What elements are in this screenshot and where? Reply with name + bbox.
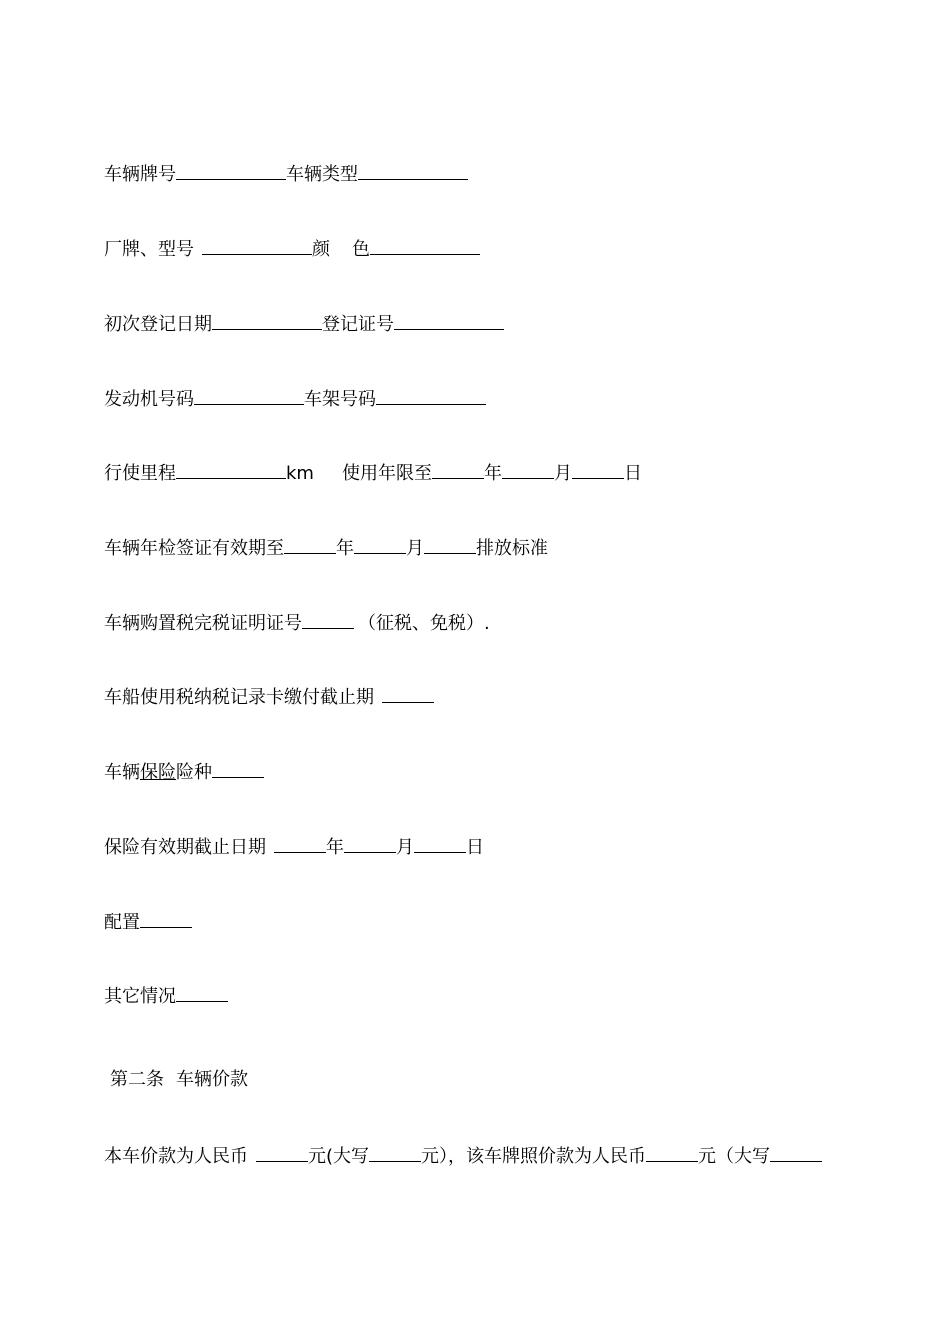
blank-registration-cert-number[interactable]	[394, 311, 504, 330]
label-plate-price: 元），该车牌照价款为人民币	[421, 1146, 647, 1167]
blank-emission[interactable]	[424, 535, 476, 554]
blank-inspection-year[interactable]	[284, 535, 336, 554]
blank-insurance-month[interactable]	[344, 834, 396, 853]
label-frame-number: 车架号码	[304, 389, 376, 410]
label-tax-status: （征税、免税）.	[358, 613, 490, 634]
line-mileage	[104, 460, 642, 484]
label-vehicle-type: 车辆类型	[286, 164, 358, 185]
label-configuration: 配置	[104, 912, 140, 933]
line-brand-model	[104, 236, 480, 260]
blank-insurance-day[interactable]	[414, 834, 466, 853]
label-month: 月	[553, 463, 572, 484]
blank-plate-price-capital[interactable]	[770, 1143, 822, 1162]
blank-color[interactable]	[370, 236, 480, 255]
blank-brand-model[interactable]	[202, 236, 312, 255]
label-article-number: 第二条	[110, 1069, 164, 1090]
label-use-limit: 使用年限至	[341, 463, 432, 484]
blank-price-rmb[interactable]	[256, 1143, 308, 1162]
line-plate-number	[104, 161, 468, 185]
blank-plate-price[interactable]	[646, 1143, 698, 1162]
line-configuration	[104, 909, 192, 933]
label-day: 日	[466, 837, 484, 858]
label-vehicle: 车辆	[104, 762, 140, 783]
line-vehicle-vessel-tax	[104, 684, 434, 708]
blank-engine-number[interactable]	[194, 386, 304, 405]
line-annual-inspection	[104, 535, 548, 559]
section-heading-article-2	[110, 1068, 248, 1092]
line-insurance-expiry	[104, 834, 484, 858]
line-other	[104, 983, 228, 1007]
blank-vehicle-type[interactable]	[358, 161, 468, 180]
label-day: 日	[623, 463, 642, 484]
blank-inspection-month[interactable]	[354, 535, 406, 554]
label-price-rmb: 本车价款为人民币	[104, 1146, 248, 1167]
line-price	[104, 1143, 822, 1167]
blank-insurance-year[interactable]	[274, 834, 326, 853]
label-purchase-tax-cert: 车辆购置税完税证明证号	[104, 613, 302, 634]
label-color-2: 色	[352, 239, 370, 260]
label-vehicle-price: 车辆价款	[176, 1069, 248, 1090]
label-first-registration-date: 初次登记日期	[104, 314, 212, 335]
label-annual-inspection: 车辆年检签证有效期至	[104, 538, 284, 559]
blank-frame-number[interactable]	[376, 386, 486, 405]
blank-first-registration-date[interactable]	[212, 311, 322, 330]
blank-purchase-tax-cert[interactable]	[302, 610, 354, 629]
label-year: 年	[483, 463, 502, 484]
label-plate-number: 车辆牌号	[104, 164, 176, 185]
label-price-capital: 元(大写	[308, 1146, 370, 1167]
blank-other[interactable]	[176, 983, 228, 1002]
label-mileage: 行使里程	[104, 463, 176, 484]
label-month: 月	[396, 837, 414, 858]
label-plate-price-capital: 元（大写	[698, 1146, 771, 1167]
label-year: 年	[326, 837, 344, 858]
label-year: 年	[336, 538, 354, 559]
label-insurance-expiry: 保险有效期截止日期	[104, 837, 266, 858]
blank-vehicle-vessel-tax[interactable]	[382, 684, 434, 703]
label-emission-standard: 排放标准	[476, 538, 548, 559]
link-insurance[interactable]: 保险	[140, 762, 176, 783]
blank-price-capital[interactable]	[369, 1143, 421, 1162]
line-engine-frame	[104, 386, 486, 410]
blank-use-limit-month[interactable]	[502, 460, 554, 479]
label-month: 月	[406, 538, 424, 559]
line-purchase-tax	[104, 610, 490, 634]
label-brand-model: 厂牌、型号	[104, 239, 194, 260]
blank-insurance-type[interactable]	[212, 759, 264, 778]
label-vehicle-vessel-tax: 车船使用税纳税记录卡缴付截止期	[104, 687, 374, 708]
label-engine-number: 发动机号码	[104, 389, 194, 410]
label-other: 其它情况	[104, 986, 176, 1007]
blank-plate-number[interactable]	[176, 161, 286, 180]
label-color-1: 颜	[312, 239, 330, 260]
blank-use-limit-day[interactable]	[572, 460, 624, 479]
blank-mileage[interactable]	[176, 460, 286, 479]
blank-configuration[interactable]	[140, 909, 192, 928]
label-registration-cert-number: 登记证号	[322, 314, 394, 335]
label-km: km	[286, 463, 314, 484]
label-insurance-type: 险种	[176, 762, 212, 783]
line-first-registration	[104, 311, 504, 335]
line-insurance-type	[104, 759, 264, 783]
blank-use-limit-year[interactable]	[432, 460, 484, 479]
